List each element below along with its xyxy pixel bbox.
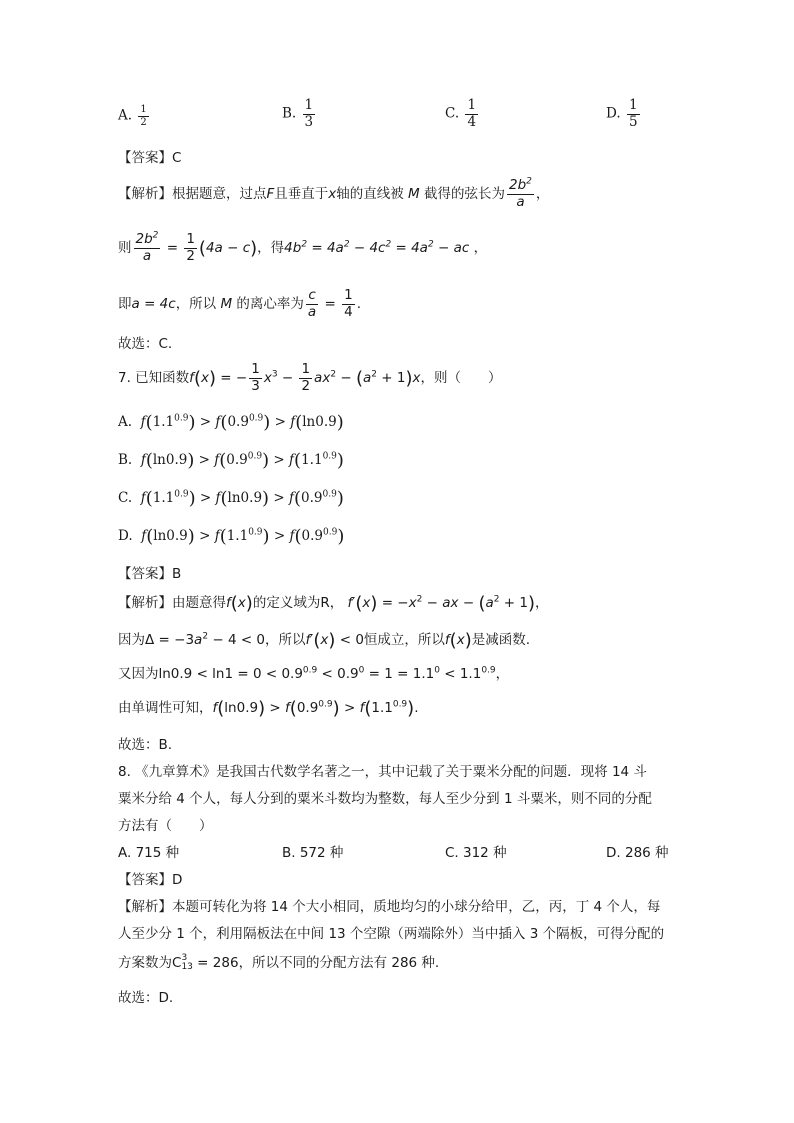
q6-choose: 故选：C. bbox=[118, 336, 173, 352]
q6-explain-line2: 则 $\frac{2b^2}{a}$ = $\frac{1}{2}$ (4a − c)，得$4b^2 = 4a^2 - 4c^2 = 4a^2$ − ac ， bbox=[118, 230, 488, 264]
text: 【解析】根据题意，过点 bbox=[118, 186, 267, 203]
q6-option-a bbox=[118, 104, 151, 128]
q8-option-d: D. 286 种 bbox=[606, 845, 669, 861]
q8-option-c: C. 312 种 bbox=[445, 845, 507, 861]
fraction bbox=[138, 104, 148, 128]
fraction: $\frac{1}{2}$ bbox=[301, 361, 311, 394]
q6-option-b bbox=[282, 98, 317, 130]
q7-option-d: D. $f(\ln 0.9) > f(1.1^{0.9}) > f(0.9^{0.9})$ bbox=[118, 526, 345, 547]
q8-answer: 【答案】D bbox=[118, 872, 183, 888]
denominator: 4 bbox=[467, 113, 477, 130]
denominator: 3 bbox=[304, 113, 314, 130]
q7-explain-line1: 【解析】由题意得f(x)的定义域为R， $f'(x) = -x^2$ − ax − $(a^2 + 1)$， bbox=[118, 593, 549, 614]
text: 【解析】由题意得 bbox=[118, 595, 226, 611]
numerator: 1 bbox=[140, 104, 147, 115]
text: 轴的直线被 bbox=[336, 186, 404, 203]
q8-stem-line3: 方法有（ ） bbox=[118, 818, 213, 834]
q7-option-c: C. $f(1.1^{0.9}) > f(\ln 0.9) > f(0.9^{0.9})$ bbox=[118, 488, 344, 509]
text: ，所以不同的分配方法有 286 种. bbox=[238, 955, 440, 971]
text: 是减函数. bbox=[471, 632, 531, 648]
text: ，得 bbox=[257, 240, 285, 257]
q8-option-b: B. 572 种 bbox=[282, 845, 344, 861]
denominator: 2 bbox=[140, 116, 147, 128]
q7-choose: 故选：B. bbox=[118, 737, 173, 753]
text: 即 bbox=[118, 296, 132, 313]
fraction bbox=[627, 98, 640, 130]
option-label: A. bbox=[118, 107, 133, 124]
q6-option-d bbox=[606, 98, 642, 130]
q7-option-b: B. $f(\ln 0.9) > f(0.9^{0.9}) > f(1.1^{0.9})$ bbox=[118, 450, 344, 471]
option-label: B. bbox=[282, 105, 297, 122]
q8-choose: 故选：D. bbox=[118, 990, 174, 1006]
q7-answer: 【答案】B bbox=[118, 566, 182, 582]
option-label: A. bbox=[118, 414, 133, 430]
option-label: B. bbox=[118, 452, 133, 468]
numerator: 1 bbox=[304, 97, 314, 113]
option-label: D. bbox=[118, 528, 133, 544]
numerator: 1 bbox=[467, 97, 477, 113]
math: M bbox=[403, 186, 424, 203]
option-label: C. bbox=[118, 490, 133, 506]
text: 截得的弦长为 bbox=[424, 186, 505, 203]
q6-explain-line3: 即a = 4c，所以 M 的离心率为 $\frac{c}{a}$ = $\frac{1}{4}$ . bbox=[118, 287, 361, 320]
q7-explain-line2: 因为$\Delta = -3a^2 - 4 < 0$，所以f′(x) < 0恒成立，所以f(x)是减函数. bbox=[118, 630, 531, 651]
text: 的定义域为 bbox=[252, 595, 321, 611]
math: F bbox=[266, 186, 275, 203]
text: 7. 已知函数 bbox=[118, 370, 190, 387]
option-label: C. bbox=[445, 105, 460, 122]
q8-stem-line2: 粟米分给 4 个人，每人分到的粟米斗数均为整数，每人至少分到 1 斗粟米，则不同的分配 bbox=[118, 791, 652, 807]
text: 恒成立，所以 bbox=[363, 632, 445, 648]
text: ，所以 bbox=[175, 296, 217, 313]
text: 则 bbox=[118, 240, 132, 257]
math: x bbox=[328, 186, 337, 203]
q7-stem: 7. 已知函数f(x) = − $\frac{1}{3}$ $x^3$ − $\frac{1}{2}$ $ax^2 - (a^2 + 1)x$，则（ ） bbox=[118, 361, 502, 394]
fraction: $\frac{1}{4}$ bbox=[344, 287, 353, 320]
q8-explain-line2: 人至少分 1 个，利用隔板法在中间 13 个空隙（两端除外）当中插入 3 个隔板，可得分配的 bbox=[118, 926, 665, 942]
q8-explain-line1: 【解析】本题可转化为将 14 个大小相同，质地均匀的小球分给甲，乙，丙，丁 4 个人，每 bbox=[118, 899, 661, 915]
q7-option-a: A. $f(1.1^{0.9}) > f(0.9^{0.9}) > f(\ln 0.9)$ bbox=[118, 412, 344, 433]
text: 的离心率为 bbox=[236, 296, 304, 313]
numerator: 1 bbox=[628, 97, 638, 113]
fraction: $\frac{2b^2}{a}$ bbox=[509, 176, 532, 210]
fraction: $\frac{c}{a}$ bbox=[307, 287, 317, 320]
text: 且垂直于 bbox=[274, 186, 329, 203]
q6-option-c bbox=[445, 98, 480, 130]
q8-option-a: A. 715 种 bbox=[118, 845, 180, 861]
q7-explain-line4: 由单调性可知，$f(\ln 0.9) > f(0.9^{0.9}) > f(1.1^{0.9})$. bbox=[118, 698, 419, 719]
fraction: $\frac{2b^2}{a}$ bbox=[135, 230, 159, 264]
text: 方案数为 bbox=[118, 955, 172, 971]
fraction: $\frac{1}{3}$ bbox=[251, 361, 260, 394]
text: 由单调性可知， bbox=[118, 700, 213, 716]
text: ，所以 bbox=[265, 632, 306, 648]
q8-explain-line3: 方案数为C 3 13 = 286，所以不同的分配方法有 286 种. bbox=[118, 953, 440, 972]
q6-answer: 【答案】C bbox=[118, 150, 182, 166]
fraction: $\frac{1}{2}$ bbox=[186, 231, 195, 264]
option-label: D. bbox=[606, 105, 621, 122]
text: ，则（ ） bbox=[420, 370, 502, 387]
q7-explain-line3: 又因为$\ln 0.9 < \ln 1 = 0 < 0.9^{0.9} < 0.9^0 = 1 = 1.1^0 < 1.1^{0.9}$， bbox=[118, 665, 510, 682]
text: 又因为 bbox=[118, 666, 159, 682]
denominator: 5 bbox=[628, 113, 638, 130]
q8-stem-line1: 8. 《九章算术》是我国古代数学名著之一，其中记载了关于粟米分配的问题．现将 14 斗 bbox=[118, 764, 647, 780]
fraction bbox=[303, 98, 316, 130]
q6-explain-line1: 【解析】根据题意，过点F且垂直于x轴的直线被 M 截得的弦长为 $\frac{2b^2}{a}$ ， bbox=[118, 176, 550, 210]
text: 因为 bbox=[118, 632, 145, 648]
fraction bbox=[465, 98, 478, 130]
